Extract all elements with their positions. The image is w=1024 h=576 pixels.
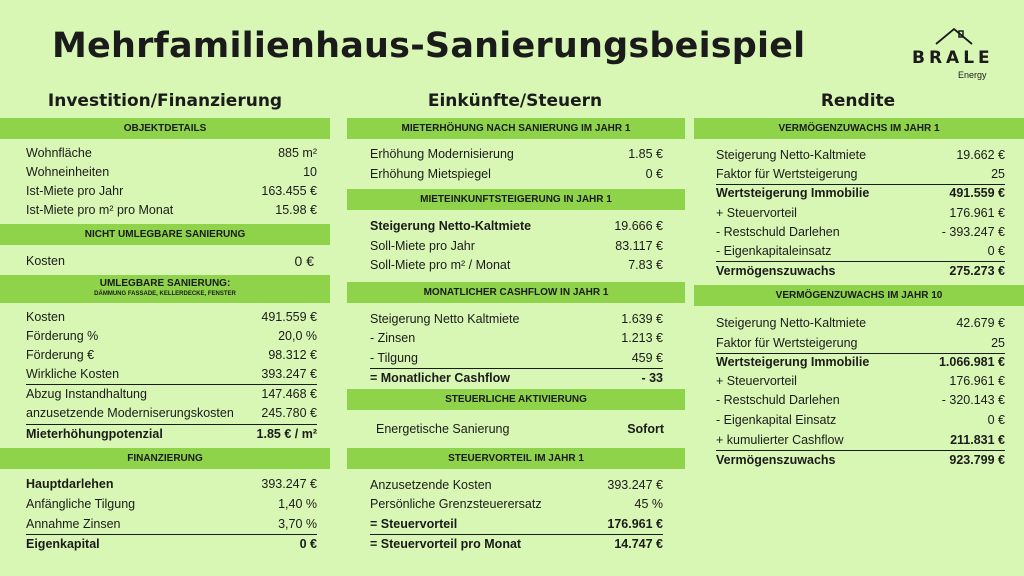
row-label: - Tilgung <box>370 351 418 365</box>
row-value: 176.961 € <box>607 517 663 531</box>
table-row <box>370 330 663 346</box>
table-row <box>26 328 317 344</box>
section-header-umlegbar <box>0 275 330 303</box>
row-label: Vermögenszuwachs <box>716 453 836 467</box>
table-row-total <box>26 536 317 552</box>
row-label: = Steuervorteil pro Monat <box>370 537 522 551</box>
row-label: Annahme Zinsen <box>26 517 121 531</box>
divider <box>716 450 1005 451</box>
row-label: Steigerung Netto-Kaltmiete <box>716 316 867 330</box>
row-value: 25 <box>991 336 1005 350</box>
section-header-mieterhoehung <box>347 118 685 139</box>
row-value: 885 m² <box>278 146 317 160</box>
row-label: Hauptdarlehen <box>26 477 114 491</box>
row-value: 211.831 € <box>950 433 1005 447</box>
table-row <box>370 516 663 532</box>
row-label: Kosten <box>26 310 65 324</box>
brale-logo <box>910 26 996 82</box>
row-label: Anzusetzende Kosten <box>370 478 492 492</box>
table-row <box>716 224 1005 240</box>
row-value: 0 € <box>987 413 1005 427</box>
row-value: 393.247 € <box>607 478 663 492</box>
row-label: Erhöhung Modernisierung <box>370 147 514 161</box>
row-label: Erhöhung Mietspiegel <box>370 167 491 181</box>
row-label: + Steuervorteil <box>716 374 797 388</box>
section-header-label: UMLEGBARE SANIERUNG: <box>99 278 231 289</box>
row-label: Soll-Miete pro m² / Monat <box>370 258 511 272</box>
table-row <box>26 183 317 199</box>
table-row-total <box>716 452 1005 468</box>
section-header-label: MIETERHÖHUNG NACH SANIERUNG IM JAHR 1 <box>401 123 631 134</box>
row-value: 1.213 € <box>621 331 663 345</box>
row-label: Wohneinheiten <box>26 165 110 179</box>
table-row <box>26 405 317 421</box>
row-value: 275.273 € <box>949 264 1005 278</box>
section-header-label: OBJEKTDETAILS <box>123 123 207 134</box>
table-row <box>376 421 664 437</box>
row-label: Förderung € <box>26 348 95 362</box>
table-row <box>716 243 1005 259</box>
row-value: 1.066.981 € <box>938 355 1005 369</box>
row-label: Förderung % <box>26 329 99 343</box>
row-label: - Restschuld Darlehen <box>716 225 840 239</box>
table-row <box>716 205 1005 221</box>
divider <box>370 534 663 535</box>
row-value: 15.98 € <box>275 203 317 217</box>
row-value: 19.662 € <box>956 148 1005 162</box>
table-row <box>716 185 1005 201</box>
row-value: 98.312 € <box>268 348 317 362</box>
row-label: Soll-Miete pro Jahr <box>370 239 475 253</box>
row-label: Abzug Instandhaltung <box>26 387 147 401</box>
logo-sub: Energy <box>958 70 987 80</box>
table-row-total <box>716 263 1005 279</box>
row-value: - 320.143 € <box>941 393 1005 407</box>
column-heading-investition: Investition/Finanzierung <box>47 91 283 111</box>
row-label: Kosten <box>26 254 65 268</box>
table-row <box>370 350 663 366</box>
row-value: 147.468 € <box>261 387 317 401</box>
table-row <box>26 253 314 269</box>
table-row <box>716 432 1005 448</box>
section-header-aktivierung <box>347 389 685 410</box>
table-row <box>716 373 1005 389</box>
row-label: Faktor für Wertsteigerung <box>716 336 858 350</box>
table-row <box>716 354 1005 370</box>
table-row <box>716 335 1005 351</box>
row-value: 176.961 € <box>949 206 1005 220</box>
section-header-objektdetails <box>0 118 330 139</box>
row-label: Steigerung Netto-Kaltmiete <box>370 219 532 233</box>
row-value: 491.559 € <box>261 310 317 324</box>
row-value: 1.85 € <box>628 147 663 161</box>
table-row <box>370 218 663 234</box>
table-row <box>716 166 1005 182</box>
row-label: Vermögenszuwachs <box>716 264 836 278</box>
table-row <box>370 166 663 182</box>
section-header-label: STEUERLICHE AKTIVIERUNG <box>445 394 587 405</box>
page-title: Mehrfamilienhaus-Sanierungsbeispiel <box>52 26 806 66</box>
house-icon <box>934 26 974 46</box>
row-value: 393.247 € <box>261 477 317 491</box>
table-row <box>716 315 1005 331</box>
row-value: 7.83 € <box>628 258 663 272</box>
section-header-nicht-umlegbar <box>0 224 330 245</box>
row-label: Wertsteigerung Immobilie <box>716 186 870 200</box>
row-value: 3,70 % <box>278 517 317 531</box>
table-row <box>716 392 1005 408</box>
row-value: - 393.247 € <box>941 225 1005 239</box>
row-value: 20,0 % <box>278 329 317 343</box>
row-value: 19.666 € <box>614 219 663 233</box>
row-value: 459 € <box>631 351 663 365</box>
row-label: Faktor für Wertsteigerung <box>716 167 858 181</box>
section-header-steuervorteil <box>347 448 685 469</box>
row-label: - Zinsen <box>370 331 416 345</box>
row-label: + kumulierter Cashflow <box>716 433 844 447</box>
row-value: 245.780 € <box>261 406 317 420</box>
row-value: 10 <box>303 165 317 179</box>
row-label: anzusetzende Moderniserungskosten <box>26 406 234 420</box>
table-row-total <box>370 370 663 386</box>
table-row <box>370 311 663 327</box>
section-header-jahr1 <box>694 118 1024 139</box>
table-row <box>26 516 317 532</box>
table-row <box>26 476 317 492</box>
row-label: Ist-Miete pro m² pro Monat <box>26 203 174 217</box>
row-label: Wirkliche Kosten <box>26 367 120 381</box>
section-header-label: VERMÖGENZUWACHS IM JAHR 1 <box>778 123 940 134</box>
row-value: 45 % <box>634 497 663 511</box>
row-label: Wohnfläche <box>26 146 92 160</box>
row-label: Energetische Sanierung <box>376 422 510 436</box>
row-value: 0 € <box>645 167 663 181</box>
row-label: Ist-Miete pro Jahr <box>26 184 124 198</box>
row-value: 163.455 € <box>261 184 317 198</box>
table-row <box>26 309 317 325</box>
section-header-label: NICHT UMLEGBARE SANIERUNG <box>84 229 246 240</box>
table-row <box>370 146 663 162</box>
table-row-total <box>370 536 663 552</box>
table-row <box>716 412 1005 428</box>
table-row <box>370 496 663 512</box>
table-row <box>370 257 663 273</box>
section-header-cashflow <box>347 282 685 303</box>
table-row <box>716 147 1005 163</box>
row-value: Sofort <box>627 422 664 436</box>
row-label: Anfängliche Tilgung <box>26 497 136 511</box>
row-label: Mieterhöhungpotenzial <box>26 427 163 441</box>
section-header-label: STEUERVORTEIL IM JAHR 1 <box>448 453 584 464</box>
row-value: 0 € <box>299 537 317 551</box>
row-label: Wertsteigerung Immobilie <box>716 355 870 369</box>
table-row <box>370 238 663 254</box>
table-row <box>26 386 317 402</box>
column-heading-einkuenfte: Einkünfte/Steuern <box>427 91 603 111</box>
row-label: - Eigenkapital Einsatz <box>716 413 837 427</box>
row-value: 83.117 € <box>615 239 663 253</box>
row-value: 14.747 € <box>614 537 663 551</box>
row-value: 25 <box>991 167 1005 181</box>
section-header-label: VERMÖGENZUWACHS IM JAHR 10 <box>775 290 943 301</box>
section-header-jahr10 <box>694 285 1024 306</box>
section-header-mieteinkunft <box>347 189 685 210</box>
row-label: + Steuervorteil <box>716 206 797 220</box>
table-row <box>26 347 317 363</box>
row-label: Steigerung Netto Kaltmiete <box>370 312 520 326</box>
table-row-total <box>26 426 317 442</box>
row-value: 1.85 € / m² <box>256 427 317 441</box>
table-row <box>26 496 317 512</box>
divider <box>26 534 317 535</box>
divider <box>26 424 317 425</box>
table-row <box>26 366 317 382</box>
row-value: 42.679 € <box>956 316 1005 330</box>
row-label: Steigerung Netto-Kaltmiete <box>716 148 867 162</box>
section-header-label: MONATLICHER CASHFLOW IN JAHR 1 <box>423 287 609 298</box>
row-value: 1.639 € <box>621 312 663 326</box>
divider <box>716 261 1005 262</box>
table-row <box>370 477 663 493</box>
row-label: - Eigenkapitaleinsatz <box>716 244 832 258</box>
divider <box>26 384 317 385</box>
row-value: 0 € <box>987 244 1005 258</box>
divider <box>370 368 663 369</box>
row-value: 393.247 € <box>261 367 317 381</box>
row-label: - Restschuld Darlehen <box>716 393 840 407</box>
row-value: 0 € <box>294 253 314 269</box>
logo-brand: BRALE <box>912 48 994 68</box>
row-label: = Steuervorteil <box>370 517 458 531</box>
row-value: 176.961 € <box>949 374 1005 388</box>
table-row <box>26 145 317 161</box>
row-label: Persönliche Grenzsteuerersatz <box>370 497 542 511</box>
row-label: = Monatlicher Cashflow <box>370 371 510 385</box>
table-row <box>26 202 317 218</box>
row-label: Eigenkapital <box>26 537 100 551</box>
row-value: - 33 <box>641 371 663 385</box>
row-value: 1,40 % <box>278 497 317 511</box>
table-row <box>26 164 317 180</box>
section-subheader: DÄMMUNG FASSADE, KELLERDECKE, FENSTER <box>94 291 236 297</box>
row-value: 491.559 € <box>949 186 1005 200</box>
section-header-label: MIETEINKUNFTSTEIGERUNG IN JAHR 1 <box>420 194 612 205</box>
row-value: 923.799 € <box>949 453 1005 467</box>
column-heading-rendite: Rendite <box>820 91 896 111</box>
section-header-label: FINANZIERUNG <box>127 453 203 464</box>
section-header-finanzierung <box>0 448 330 469</box>
